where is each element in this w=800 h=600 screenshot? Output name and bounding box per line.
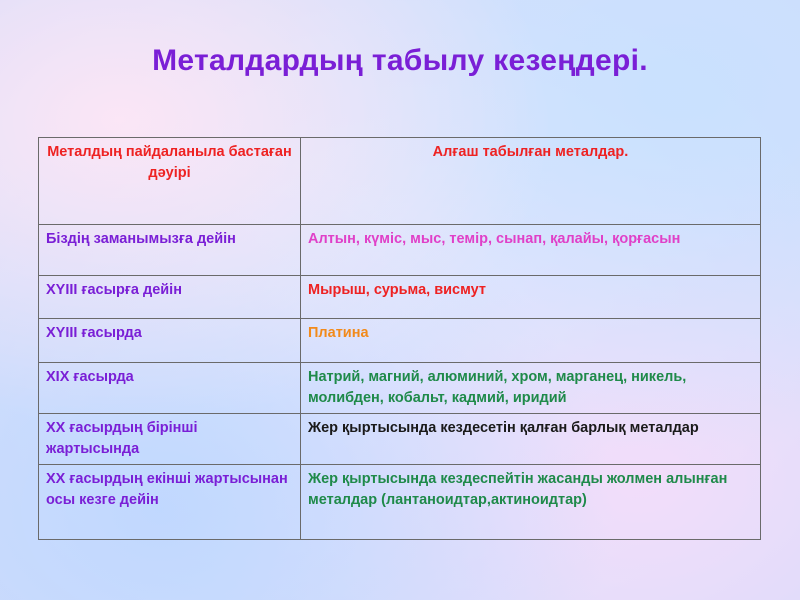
metals-discovery-table [38,137,761,540]
table-row [39,363,761,414]
row-period: XX ғасырдың бірінші жартысында [39,414,301,465]
table-row [39,225,761,276]
table-row [39,319,761,363]
row-metals: Мырыш, сурьма, висмут [301,276,761,319]
header-metals: Алғаш табылған металдар. [301,138,761,225]
table-row [39,414,761,465]
row-period: XIX ғасырда [39,363,301,414]
row-metals: Платина [301,319,761,363]
table-row [39,465,761,540]
row-metals: Жер қыртысында кездеспейтін жасанды жолмен алынған металдар (лантаноидтар,актиноидтар) [301,465,761,540]
header-period: Металдың пайдаланыла бастаған дәуірі [39,138,301,225]
row-period: Біздің заманымызға дейін [39,225,301,276]
row-period: XX ғасырдың екінші жартысынан осы кезге дейін [39,465,301,540]
page-title: Металдардың табылу кезеңдері. [152,44,648,77]
row-metals: Алтын, күміс, мыс, темір, сынап, қалайы, қорғасын [301,225,761,276]
table-header-row [39,138,761,225]
row-metals: Жер қыртысында кездесетін қалған барлық металдар [301,414,761,465]
row-period: XYIII ғасырға дейін [39,276,301,319]
table-row [39,276,761,319]
row-period: XYIII ғасырда [39,319,301,363]
row-metals: Натрий, магний, алюминий, хром, марганец, никель, молибден, кобальт, кадмий, иридий [301,363,761,414]
